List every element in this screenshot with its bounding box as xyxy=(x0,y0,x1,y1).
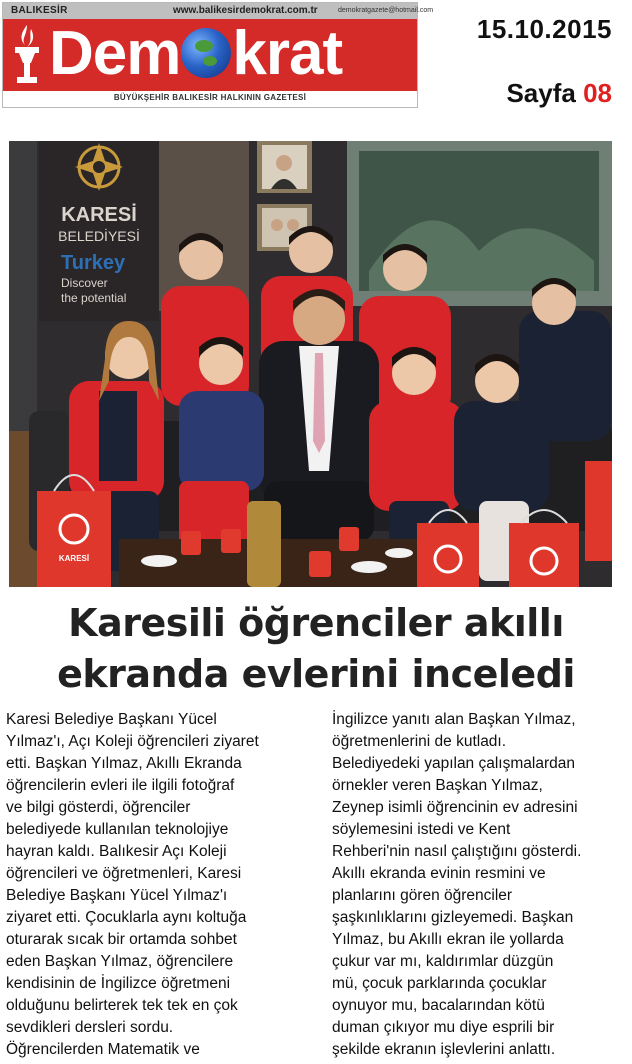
globe-icon xyxy=(181,28,231,78)
article-text-line: mü, çocuk parklarında çocuklar xyxy=(332,975,547,992)
article-text-line: şaşkınlıklarını gizleyemedi. Başkan xyxy=(332,909,574,926)
masthead-email: demokratgazete@hotmail.com xyxy=(338,7,434,14)
article-text-line: kendisinin de İngilizce öğretmeni xyxy=(6,975,231,992)
news-photo xyxy=(9,141,612,587)
article-text-line: ve bilgi gösterdi, öğrenciler xyxy=(6,799,191,816)
article-text-line: oturarak sıcak bir ortamda sohbet xyxy=(6,931,237,948)
page-number xyxy=(506,78,612,109)
article-text-line: eden Başkan Yılmaz, öğrencilere xyxy=(6,953,234,970)
article-text-line: etti. Başkan Yılmaz, Akıllı Ekranda xyxy=(6,755,242,772)
page-number-value: 08 xyxy=(583,78,612,108)
article-text-line: Yılmaz'ı, Açı Koleji öğrencileri ziyaret xyxy=(6,733,259,750)
article-text-line: sevdikleri dersleri sordu. xyxy=(6,1019,174,1036)
article-text-line: örnekler veren Başkan Yılmaz, xyxy=(332,777,543,794)
article-text-line: şekilde ekranın işlevlerini anlattı. xyxy=(332,1041,556,1058)
masthead-url: www.balikesirdemokrat.com.tr xyxy=(173,5,318,16)
article-text-line: Rehberi'nin nasıl çalıştığını gösterdi. xyxy=(332,843,582,860)
article-headline xyxy=(0,598,632,700)
masthead-city: BALIKESİR xyxy=(11,5,68,16)
article-text-line: oynuyor mu, bacalarından kötü xyxy=(332,997,545,1014)
article-text-line: söylemesini istedi ve Kent xyxy=(332,821,511,838)
article-text-line: Belediyedeki yapılan çalışmalardan xyxy=(332,755,575,772)
wall-slogan-line3: the potential xyxy=(61,291,127,305)
article-column-right xyxy=(332,709,632,1061)
wall-slogan-line2: Discover xyxy=(61,276,108,290)
article-text-line: duman çıkıyor mu diye esprili bir xyxy=(332,1019,555,1036)
article-text-line: Zeynep isimli öğrencinin ev adresini xyxy=(332,799,578,816)
article-text-line: Yılmaz, bu Akıllı ekran ile yollarda xyxy=(332,931,564,948)
article-text-line: ziyaret etti. Çocuklarla aynı koltuğa xyxy=(6,909,247,926)
torch-logo-icon xyxy=(9,23,45,85)
gift-bag-label: KARESİ xyxy=(58,554,90,563)
headline-line-2: ekranda evlerini inceledi xyxy=(57,652,575,696)
article-text-line: öğretmenlerini de kutladı. xyxy=(332,733,507,750)
article-text-line: olduğunu belirterek tek tek en çok xyxy=(6,997,238,1014)
photo-illustration xyxy=(9,141,612,587)
issue-date: 15.10.2015 xyxy=(476,14,612,44)
article-text-line: Öğrencilerden Matematik ve xyxy=(6,1041,200,1058)
article-text-line: Karesi Belediye Başkanı Yücel xyxy=(6,711,217,728)
article-text-line: çukur var mı, kaldırımlar düzgün xyxy=(332,953,554,970)
article-text-line: öğrencileri ve öğretmenleri, Karesi xyxy=(6,865,242,882)
masthead-title-part1: Dem xyxy=(49,19,181,88)
article-text-line: öğrencilerin evleri ile ilgili fotoğraf xyxy=(6,777,235,794)
masthead-title-part2: krat xyxy=(232,19,343,88)
wall-slogan-line1: Turkey xyxy=(61,252,126,274)
wall-logo-line2: BELEDİYESİ xyxy=(58,228,140,244)
page-label: Sayfa xyxy=(506,78,576,108)
headline-line-1: Karesili öğrenciler akıllı xyxy=(68,601,564,645)
newspaper-masthead xyxy=(2,2,434,108)
article-text-line: İngilizce yanıtı alan Başkan Yılmaz, xyxy=(332,711,576,728)
article-column-left xyxy=(6,709,306,1061)
article-text-line: Belediye Başkanı Yücel Yılmaz'ı xyxy=(6,887,228,904)
masthead-slogan: BÜYÜKŞEHİR BALIKESİR HALKININ GAZETESİ xyxy=(113,93,307,102)
wall-logo-line1: KARESİ xyxy=(61,204,137,226)
article-text-line: hayran kaldı. Balıkesir Açı Koleji xyxy=(6,843,227,860)
article-text-line: planlarını gören öğrenciler xyxy=(332,887,513,904)
article-text-line: Akıllı ekranda evinin resmini ve xyxy=(332,865,546,882)
masthead-title xyxy=(49,21,342,87)
article-text-line: belediyede kullanılan teknolojiye xyxy=(6,821,229,838)
